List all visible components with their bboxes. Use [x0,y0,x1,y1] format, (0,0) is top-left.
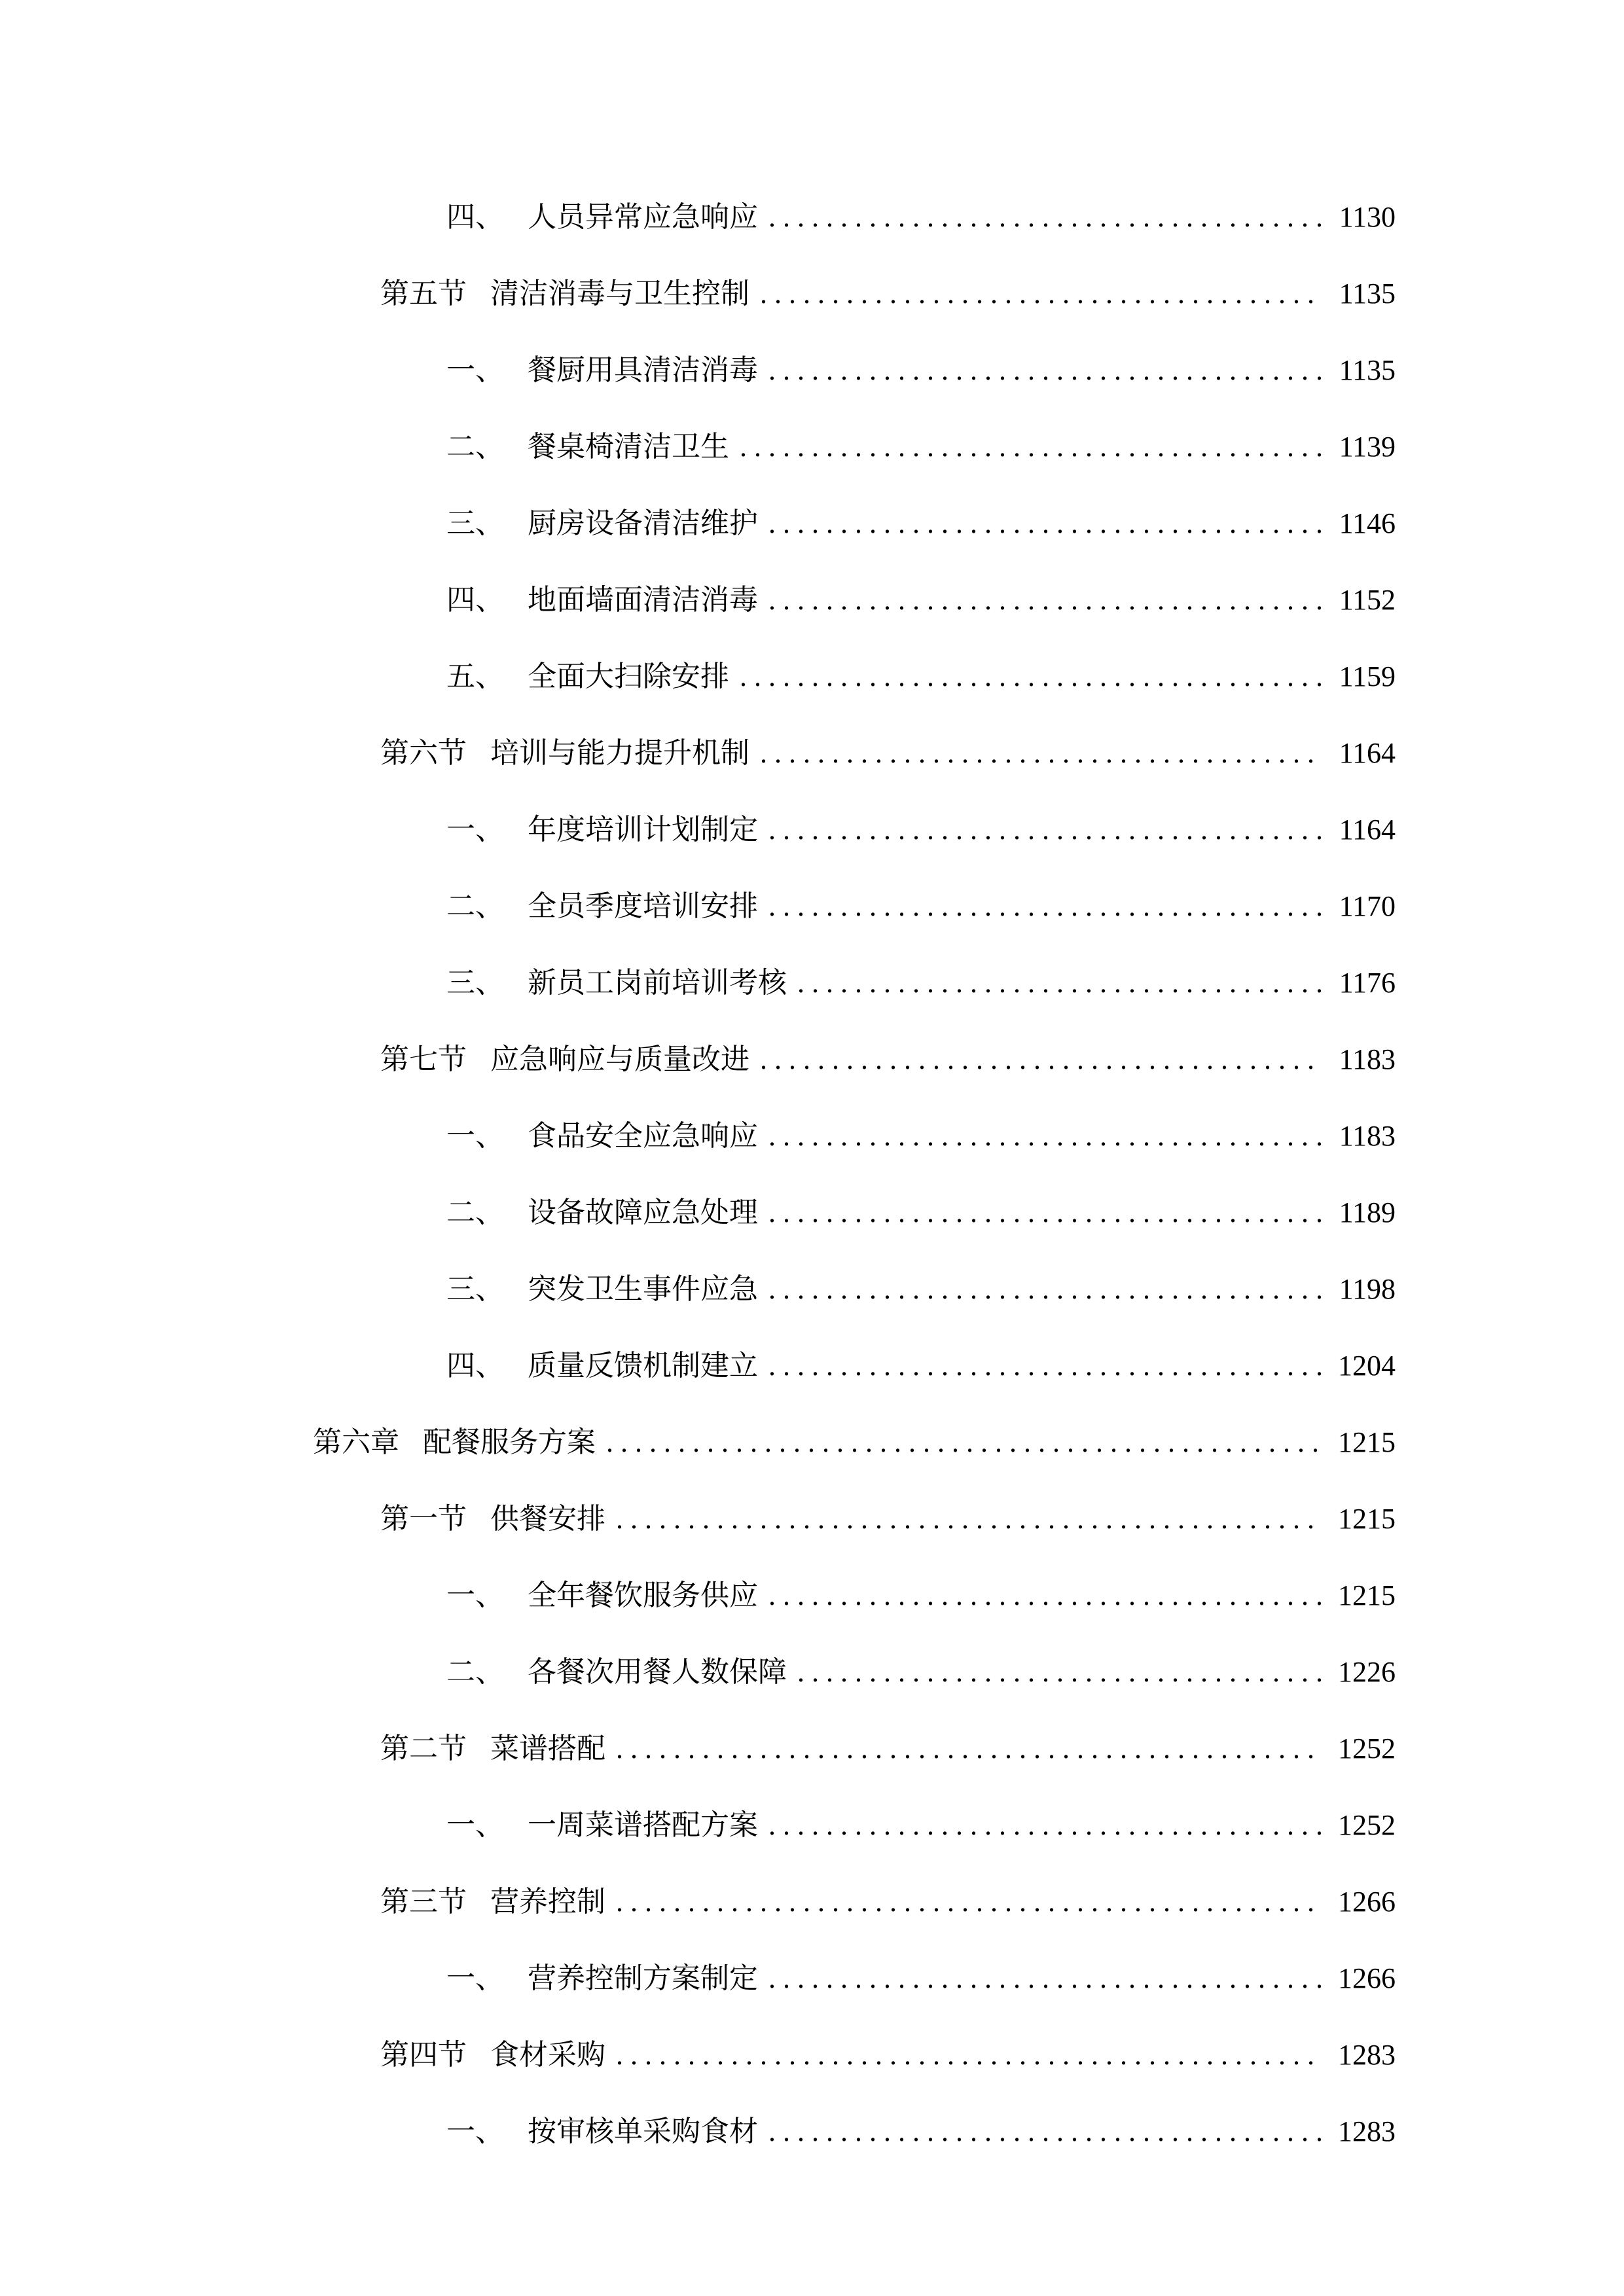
toc-entry-number: 三、 [446,507,504,539]
toc-entry-title: 质量反馈机制建立 [528,1350,758,1382]
toc-entry-title: 菜谱搭配 [490,1732,605,1765]
toc-entry[interactable] [313,332,1396,408]
toc-entry[interactable] [313,179,1396,255]
toc-entry-page: 1215 [1338,1426,1396,1458]
dot-leader [768,1098,1322,1174]
toc-entry-title: 年度培训计划制定 [528,814,758,846]
dot-leader [768,1251,1322,1327]
dot-leader [760,255,1322,332]
dot-leader [616,2017,1322,2093]
toc-entry-title: 全员季度培训安排 [528,890,758,922]
toc-entry-number: 一、 [446,814,504,846]
toc-entry[interactable] [313,255,1396,332]
toc-entry-page: 1266 [1338,1886,1396,1918]
toc-entry-number: 一、 [446,1579,504,1611]
toc-entry-title: 餐桌椅清洁卫生 [528,431,729,463]
dot-leader [768,179,1322,255]
toc-entry[interactable] [313,638,1396,715]
toc-entry-page: 1283 [1338,2115,1396,2147]
dot-leader [768,332,1322,408]
toc-entry[interactable] [313,944,1396,1021]
toc-entry[interactable] [313,562,1396,638]
toc-entry-page: 1283 [1338,2039,1396,2071]
dot-leader [797,1634,1322,1710]
toc-entry-page: 1226 [1338,1656,1396,1688]
toc-entry-title: 清洁消毒与卫生控制 [490,278,749,310]
toc-entry-page: 1252 [1338,1809,1396,1841]
toc-entry[interactable] [313,485,1396,562]
dot-leader [797,944,1322,1021]
toc-entry[interactable] [313,791,1396,868]
toc-entry-title: 全年餐饮服务供应 [528,1579,758,1611]
toc-entry-title: 供餐安排 [490,1503,605,1535]
toc-entry[interactable] [313,1251,1396,1327]
toc-entry-number: 三、 [446,967,504,999]
toc-entry[interactable] [313,715,1396,791]
toc-entry-number: 第六章 [313,1426,399,1458]
toc-entry[interactable] [313,1327,1396,1404]
dot-leader [606,1404,1322,1480]
toc-entry-page: 1215 [1338,1579,1396,1611]
toc-entry-page: 1204 [1338,1350,1396,1382]
dot-leader [768,791,1322,868]
toc-entry[interactable] [313,1098,1396,1174]
toc-entry-number: 第三节 [380,1886,467,1918]
toc-entry-number: 第二节 [380,1732,467,1765]
toc-entry-number: 二、 [446,890,504,922]
toc-entry-title: 各餐次用餐人数保障 [528,1656,787,1688]
toc-entry[interactable] [313,1940,1396,2017]
toc-entry-page: 1130 [1339,201,1396,233]
toc-entry-number: 一、 [446,1962,504,1994]
dot-leader [768,1787,1322,1863]
toc-entry-number: 二、 [446,431,504,463]
toc-entry[interactable] [313,408,1396,485]
toc-entry[interactable] [313,1634,1396,1710]
dot-leader [616,1710,1322,1787]
toc-entry[interactable] [313,1710,1396,1787]
toc-entry-title: 配餐服务方案 [423,1426,596,1458]
toc-entry-page: 1164 [1339,737,1396,769]
toc-entry-number: 四、 [446,584,504,616]
toc-entry-number: 二、 [446,1656,504,1688]
toc-entry-number: 第一节 [380,1503,467,1535]
toc-entry-page: 1152 [1339,584,1396,616]
dot-leader [768,1940,1322,2017]
toc-entry-number: 一、 [446,2115,504,2147]
toc-entry-title: 培训与能力提升机制 [490,737,749,769]
toc-entry-title: 全面大扫除安排 [528,660,729,692]
toc-entry-number: 三、 [446,1273,504,1305]
toc-entry-number: 一、 [446,1809,504,1841]
toc-entry-page: 1146 [1339,507,1396,539]
toc-entry[interactable] [313,1480,1396,1557]
toc-entry-title: 突发卫生事件应急 [528,1273,758,1305]
toc-entry[interactable] [313,1404,1396,1480]
toc-entry-number: 第四节 [380,2039,467,2071]
toc-entry[interactable] [313,1557,1396,1634]
toc-entry-number: 第七节 [380,1043,467,1075]
toc-entry-page: 1139 [1339,431,1396,463]
toc-entry[interactable] [313,1787,1396,1863]
dot-leader [768,868,1322,944]
toc-entry-number: 四、 [446,1350,504,1382]
toc-entry-page: 1183 [1339,1120,1396,1152]
toc-entry-title: 营养控制 [490,1886,605,1918]
dot-leader [740,638,1322,715]
toc-entry-title: 餐厨用具清洁消毒 [528,354,758,386]
toc-entry-title: 人员异常应急响应 [528,201,758,233]
toc-entry[interactable] [313,1863,1396,1940]
toc-entry-title: 应急响应与质量改进 [490,1043,749,1075]
toc-entry-page: 1183 [1339,1043,1396,1075]
dot-leader [760,715,1322,791]
toc-entry-number: 五、 [446,660,504,692]
dot-leader [760,1021,1322,1098]
toc-entry-page: 1170 [1339,890,1396,922]
dot-leader [616,1863,1322,1940]
toc-entry-title: 一周菜谱搭配方案 [528,1809,758,1841]
toc-entry[interactable] [313,1174,1396,1251]
toc-list [313,179,1396,2170]
toc-entry-number: 一、 [446,354,504,386]
dot-leader [768,1327,1322,1404]
dot-leader [768,2093,1322,2170]
toc-entry-page: 1198 [1339,1273,1396,1305]
toc-entry-page: 1135 [1339,354,1396,386]
toc-entry-page: 1176 [1339,967,1396,999]
toc-entry-number: 第六节 [380,737,467,769]
toc-entry-title: 营养控制方案制定 [528,1962,758,1994]
toc-entry-page: 1164 [1339,814,1396,846]
toc-entry[interactable] [313,2017,1396,2093]
toc-entry-number: 二、 [446,1196,504,1229]
toc-entry-title: 厨房设备清洁维护 [528,507,758,539]
toc-entry[interactable] [313,1021,1396,1098]
dot-leader [768,485,1322,562]
dot-leader [768,562,1322,638]
dot-leader [768,1174,1322,1251]
toc-entry-title: 地面墙面清洁消毒 [528,584,758,616]
dot-leader [768,1557,1322,1634]
toc-entry-page: 1215 [1338,1503,1396,1535]
dot-leader [740,408,1322,485]
toc-entry-title: 新员工岗前培训考核 [528,967,787,999]
toc-entry-page: 1135 [1339,278,1396,310]
toc-entry-page: 1159 [1339,660,1396,692]
toc-entry[interactable] [313,868,1396,944]
toc-entry-number: 四、 [446,201,504,233]
toc-entry-page: 1252 [1338,1732,1396,1765]
toc-entry-title: 设备故障应急处理 [528,1196,758,1229]
toc-entry-title: 食材采购 [490,2039,605,2071]
toc-entry[interactable] [313,2093,1396,2170]
toc-entry-page: 1189 [1339,1196,1396,1229]
dot-leader [616,1480,1322,1557]
toc-entry-title: 食品安全应急响应 [528,1120,758,1152]
toc-entry-page: 1266 [1338,1962,1396,1994]
toc-entry-number: 第五节 [380,278,467,310]
toc-entry-title: 按审核单采购食材 [528,2115,758,2147]
toc-entry-number: 一、 [446,1120,504,1152]
